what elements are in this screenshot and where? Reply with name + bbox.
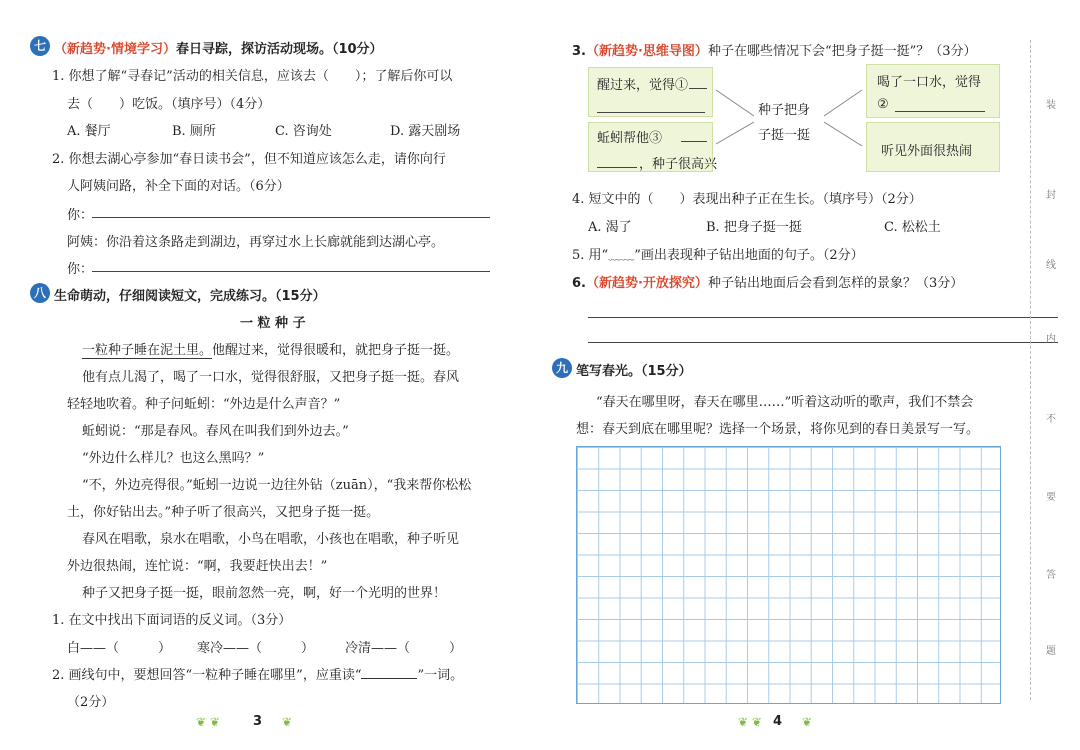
q6-prefix: 6. (572, 276, 586, 291)
mindmap-center-1: 种子把身 (758, 103, 811, 118)
blank-1-line-b[interactable] (597, 112, 705, 113)
story-p4: “外边什么样儿？也这么黑吗？” (82, 451, 265, 466)
q3-prefix: 3. (572, 44, 586, 59)
q5 (572, 244, 864, 263)
q6-text: 种子钻出地面后会看到怎样的景象？（3分） (707, 276, 964, 291)
q6-tag: （新趋势·开放探究） (585, 276, 708, 291)
q6-answer-line-2[interactable] (588, 342, 1058, 343)
sprout-icon: ❦ ❦ (196, 715, 220, 729)
sprout-icon: ❦ (282, 715, 293, 729)
margin-char: 内 (1046, 334, 1056, 345)
margin-char: 题 (1046, 646, 1056, 657)
answer-line-you-1[interactable] (92, 217, 490, 218)
margin-char: 装 (1046, 100, 1056, 111)
mindmap-center-2: 子挺一挺 (758, 128, 811, 143)
q8-2-line2: （2分） (67, 695, 115, 710)
q4-option-a: A. 渴了 (588, 220, 632, 235)
q4: 4. 短文中的（ ）表现出种子正在生长。（填序号）（2分） (572, 192, 922, 207)
section-7-title: 春日寻踪，探访活动现场。（10分） (175, 42, 383, 57)
mindmap-br-text: 听见外面很热闹 (881, 144, 973, 159)
margin-char: 封 (1046, 190, 1056, 201)
story-p1-underlined: 一粒种子睡在泥土里。 (82, 343, 213, 358)
q8-1: 1. 在文中找出下面词语的反义词。（3分） (52, 613, 292, 628)
q7-1-option-d: D. 露天剧场 (390, 124, 461, 139)
q3-heading (572, 40, 977, 59)
q7-1-option-b: B. 厕所 (172, 124, 216, 139)
prompt-line-2: 想：春天到底在哪里呢？选择一个场景，将你见到的春日美景写一写。 (576, 422, 980, 437)
mindmap-box-top-right (866, 64, 1000, 118)
story-p7: 种子又把身子挺一挺，眼前忽然一亮，啊，好一个光明的世界！ (82, 586, 447, 601)
antonym-cold[interactable]: 寒冷——（ ） (197, 641, 315, 656)
section-9-title: 笔写春光。（15分） (576, 364, 692, 379)
story-p3: 蚯蚓说：“那是春风。春风在叫我们到外边去。” (82, 424, 349, 439)
q3-text: 种子在哪些情况下会“把身子挺一挺”？（3分） (707, 44, 977, 59)
story-p5-line2: 土，你好钻出去。”种子听了很高兴，又把身子挺一挺。 (67, 505, 380, 520)
dialog-you-2: 你： (67, 262, 94, 277)
mindmap-bl-text2: ，种子很高兴 (639, 157, 718, 172)
mindmap-connectors (712, 70, 867, 170)
margin-char: 线 (1046, 260, 1056, 271)
mindmap-tr-text2: ② (877, 97, 889, 112)
margin-char: 答 (1046, 570, 1056, 581)
prompt-line-1: “春天在哪里呀，春天在哪里……”听着这动听的歌声，我们不禁会 (596, 395, 974, 410)
story-p6-line1: 春风在唱歌，泉水在唱歌，小鸟在唱歌，小孩也在唱歌，种子听见 (82, 532, 460, 547)
section-9-badge: 九 (552, 358, 572, 378)
mindmap-tl-text: 醒过来，觉得① (597, 78, 689, 93)
writing-grid[interactable] (576, 446, 1001, 704)
section-7-badge: 七 (30, 36, 50, 56)
blank-3-line-a[interactable] (681, 141, 707, 142)
binding-margin-line (1030, 40, 1031, 700)
sprout-icon: ❦ ❦ (738, 715, 762, 729)
q4-option-b: B. 把身子挺一挺 (706, 220, 802, 235)
blank-3-line-b[interactable] (597, 167, 637, 168)
answer-line-you-2[interactable] (92, 271, 490, 272)
story-p2-line1: 他有点儿渴了，喝了一口水，觉得很舒服，又把身子挺一挺。春风 (82, 370, 460, 385)
q7-1-line2: 去（ ）吃饭。（填序号）（4分） (67, 97, 271, 112)
q3-tag: （新趋势·思维导图） (585, 44, 708, 59)
q7-2-line2: 人阿姨问路，补全下面的对话。（6分） (67, 179, 290, 194)
q7-1-option-c: C. 咨询处 (275, 124, 332, 139)
q8-2-text-b: ”一词。 (417, 668, 464, 683)
q5-text-a: 5. 用“ (572, 248, 609, 263)
q6-heading (572, 272, 963, 291)
story-p2-line2: 轻轻地吹着。种子问蚯蚓：“外边是什么声音？” (67, 397, 341, 412)
margin-char: 要 (1046, 492, 1056, 503)
mindmap-tr-text: 喝了一口水，觉得 (877, 75, 982, 90)
story-title: 一 粒 种 子 (240, 316, 306, 331)
q6-answer-line-1[interactable] (588, 317, 1058, 318)
antonym-white[interactable]: 白——（ ） (67, 641, 172, 656)
q7-1-line1: 1. 你想了解“寻春记”活动的相关信息，应该去（ ）；了解后你可以 (52, 69, 453, 84)
mindmap-box-bottom-left (588, 122, 718, 172)
section-8-title: 生命萌动，仔细阅读短文，完成练习。（15分） (54, 289, 326, 304)
mindmap-bl-text: 蚯蚓帮他③ (597, 131, 663, 146)
page-number-right: 4 (773, 714, 783, 729)
q8-2-blank[interactable] (361, 667, 417, 679)
dialog-you-1: 你： (67, 208, 94, 223)
margin-char: 不 (1046, 414, 1056, 425)
wavy-line-mark: ﹏﹏ (608, 248, 635, 263)
q7-2-line1: 2. 你想去湖心亭参加“春日读书会”，但不知道应该怎么走，请你向行 (52, 152, 446, 167)
q4-option-c: C. 松松土 (884, 220, 941, 235)
page-number-left: 3 (253, 714, 263, 729)
story-p1 (82, 339, 459, 358)
story-p5-line1: “不，外边亮得很。”蚯蚓一边说一边往外钻（zuān），“我来帮你松松 (82, 478, 472, 493)
mindmap-box-bottom-right (866, 122, 1000, 172)
section-7-tag: （新趋势·情境学习） (54, 42, 176, 57)
dialog-aunt: 阿姨：你沿着这条路走到湖边，再穿过水上长廊就能到达湖心亭。 (67, 235, 445, 250)
section-7-heading (54, 38, 383, 57)
q8-2-text-a: 2. 画线句中，要想回答“一粒种子睡在哪里”，应重读“ (52, 668, 362, 683)
blank-1-line-a[interactable] (689, 88, 707, 89)
mindmap-box-top-left (588, 67, 713, 117)
q5-text-b: ”画出表现种子钻出地面的句子。（2分） (634, 248, 864, 263)
section-8-badge: 八 (30, 283, 50, 303)
story-p1-rest: 他醒过来，觉得很暖和，就把身子挺一挺。 (212, 343, 460, 358)
antonym-quiet[interactable]: 冷清——（ ） (345, 641, 463, 656)
story-p6-line2: 外边很热闹，连忙说：“啊，我要赶快出去！” (67, 559, 328, 574)
q7-1-option-a: A. 餐厅 (67, 124, 111, 139)
blank-2-line[interactable] (895, 111, 985, 112)
sprout-icon: ❦ (802, 715, 813, 729)
right-page (540, 0, 1080, 750)
q8-2-line1 (52, 664, 463, 683)
